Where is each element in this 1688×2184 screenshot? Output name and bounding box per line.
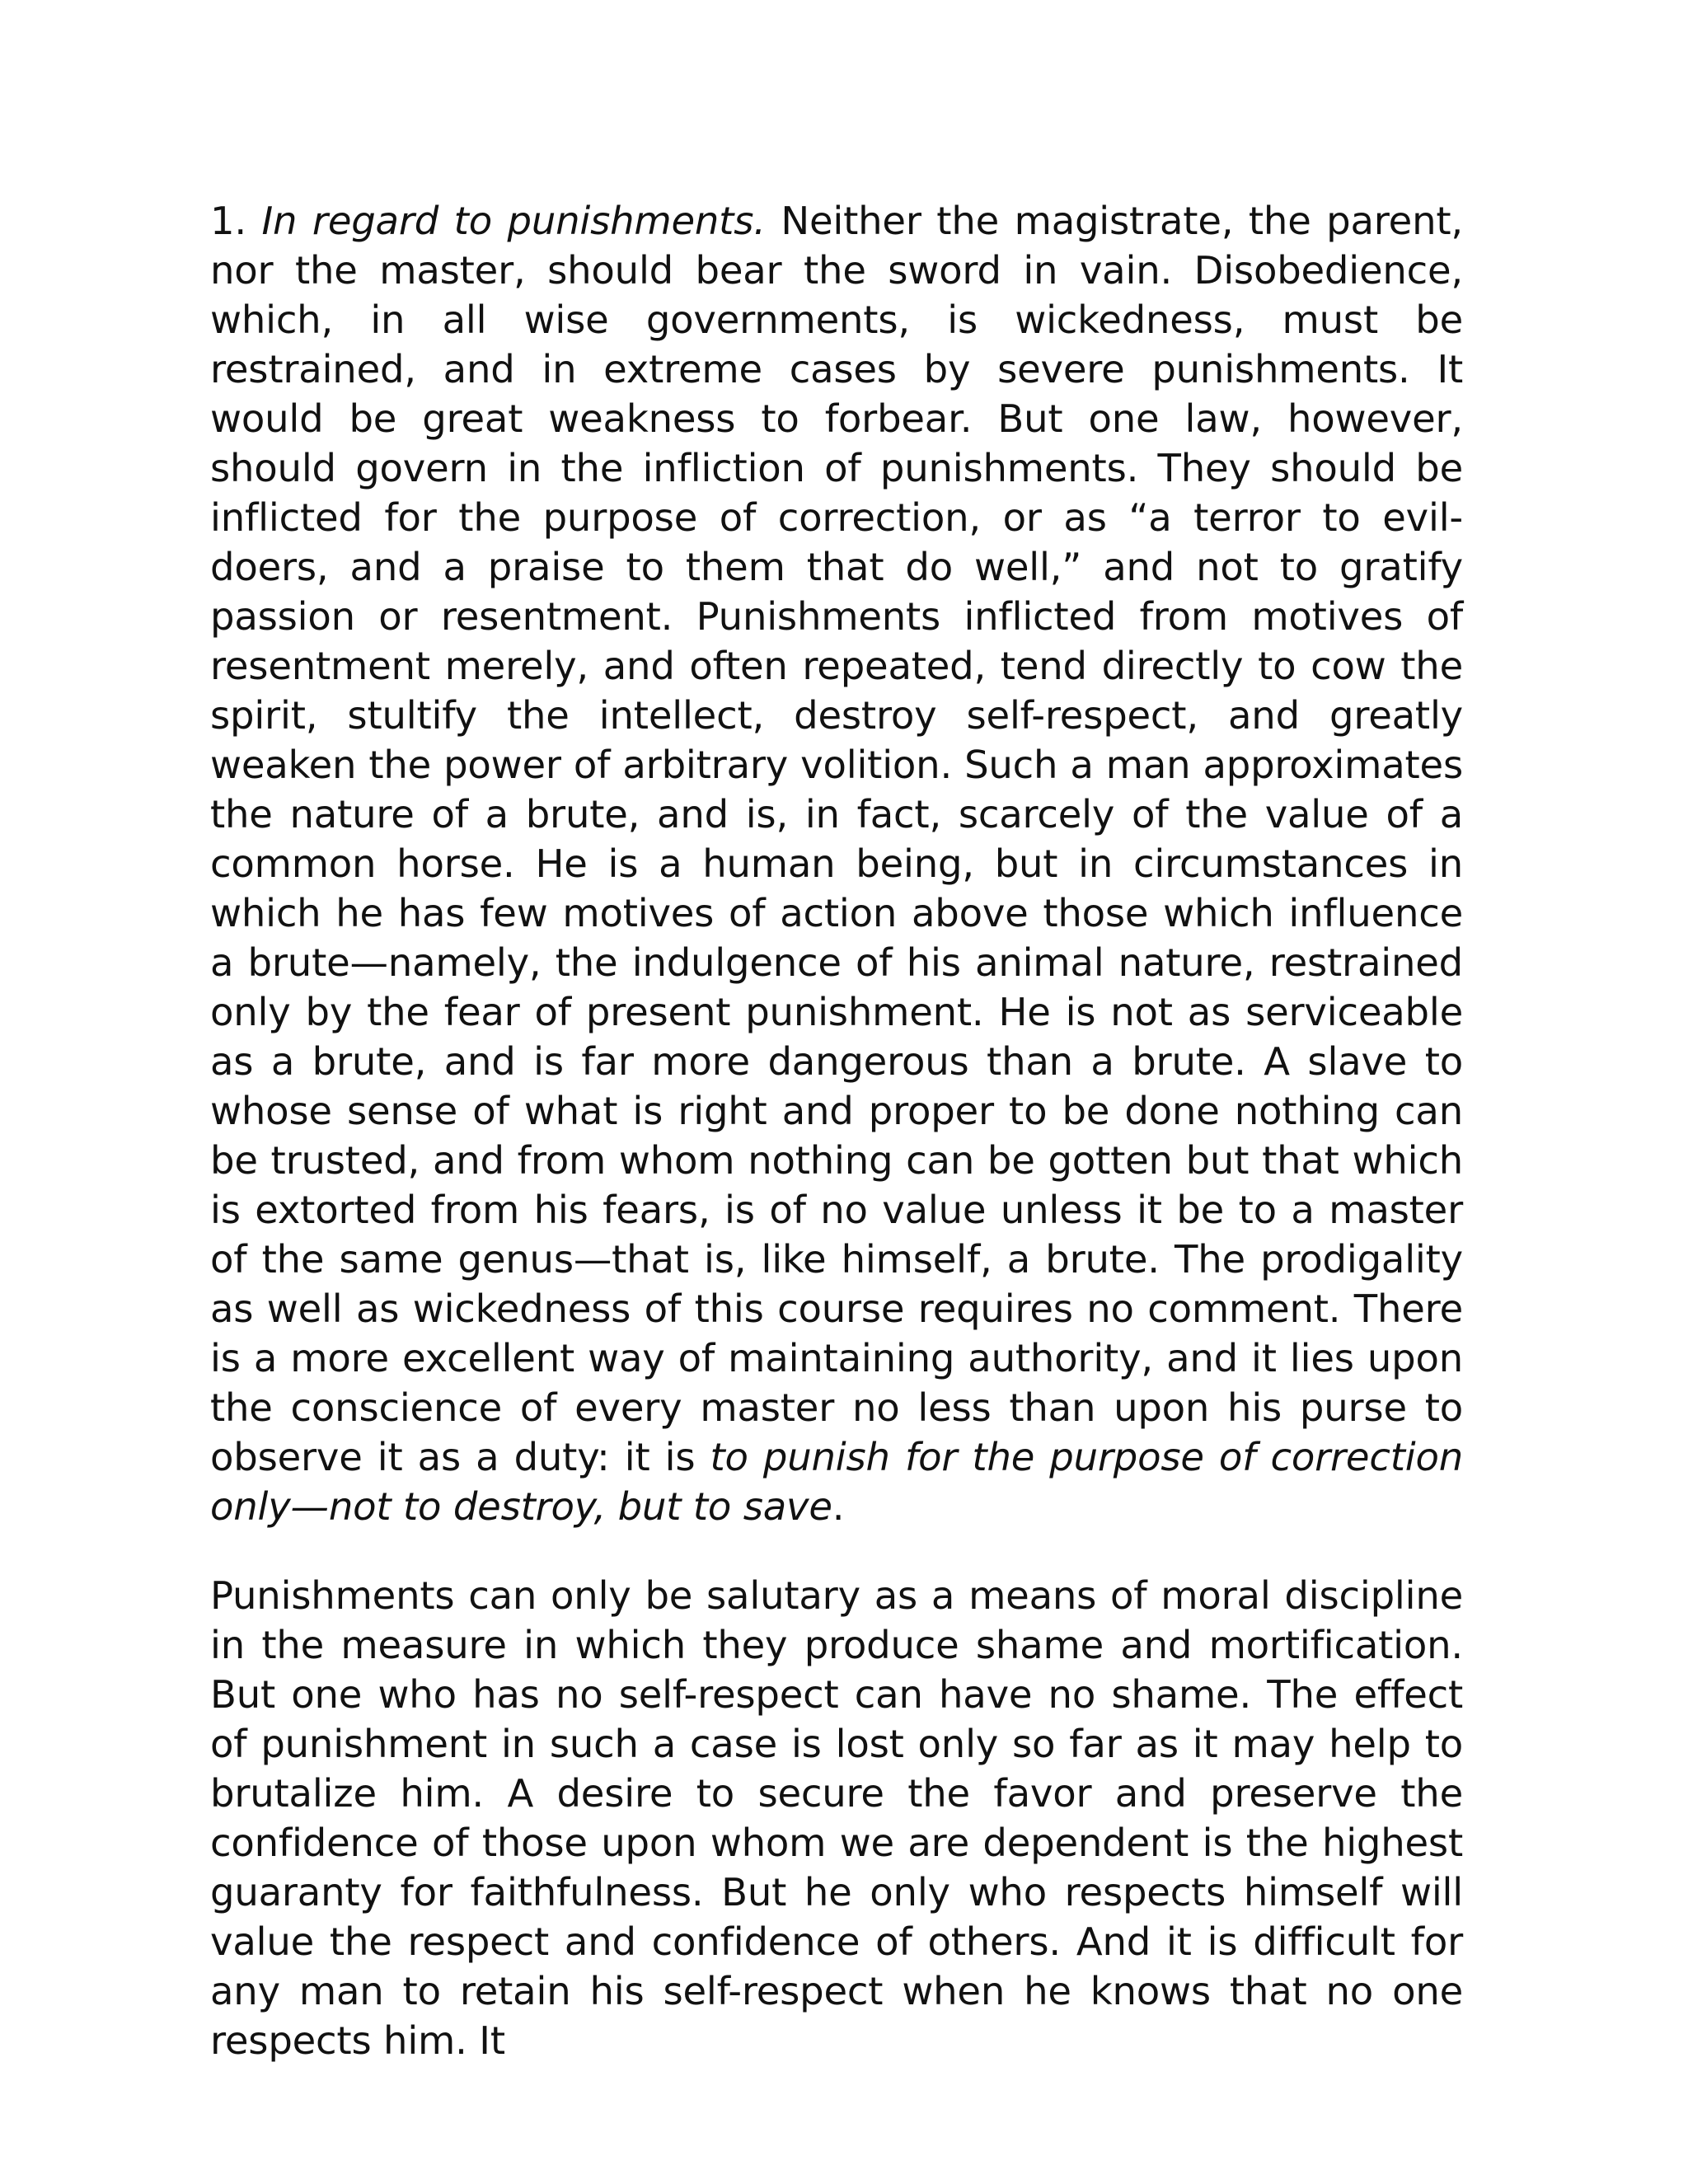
paragraph-punishments	[210, 196, 1463, 1531]
closing-punctuation: .	[832, 1484, 845, 1529]
section-heading-italic: In regard to punishments.	[261, 199, 766, 243]
paragraph-shame	[210, 1571, 1463, 2065]
emphasized-conclusion: to punish for the purpose of correction only—not to destroy, but to save	[210, 1435, 1463, 1529]
paragraph-body: Neither the magistrate, the parent, nor the master, should bear the sword in vain. Disobedience, which, in all wise governments, is wickedness, must be restrained, and in extreme cases by severe punishments. It would be great weakness to forbear. But one law, however, should govern in the infliction of punishments. They should be inflicted for the purpose of correction, or as “a terror to evil-doers, and a praise to them that do well,” and not to gratify passion or resentment. Punishments inflicted from motives of resentment merely, and often repeated, tend directly to cow the spirit, stultify the intellect, destroy self-respect, and greatly weaken the power of arbitrary volition. Such a man approximates the nature of a brute, and is, in fact, scarcely of the value of a common horse. He is a human being, but in circumstances in which he has few motives of action above those which influence a brute—namely, the indulgence of his animal nature, restrained only by the fear of present punishment. He is not as serviceable as a brute, and is far more dangerous than a brute. A slave to whose sense of what is right and proper to be done nothing can be trusted, and from whom nothing can be gotten but that which is extorted from his fears, is of no value unless it be to a master of the same genus—that is, like himself, a brute. The prodigality as well as wickedness of this course requires no comment. There is a more excellent way of maintaining authority, and it lies upon the conscience of every master no less than upon his purse to observe it as a duty: it is	[210, 199, 1463, 1479]
paragraph-number: 1.	[210, 199, 246, 243]
paragraph-body: Punishments can only be salutary as a means of moral discipline in the measure in which they produce shame and mortification. But one who has no self-respect can have no shame. The effect of punishment in such a case is lost only so far as it may help to brutalize him. A desire to secure the favor and preserve the confidence of those upon whom we are dependent is the highest guaranty for faithfulness. But he only who respects himself will value the respect and confidence of others. And it is difficult for any man to retain his self-respect when he knows that no one respects him. It	[210, 1573, 1463, 2063]
document-page	[210, 196, 1463, 2105]
